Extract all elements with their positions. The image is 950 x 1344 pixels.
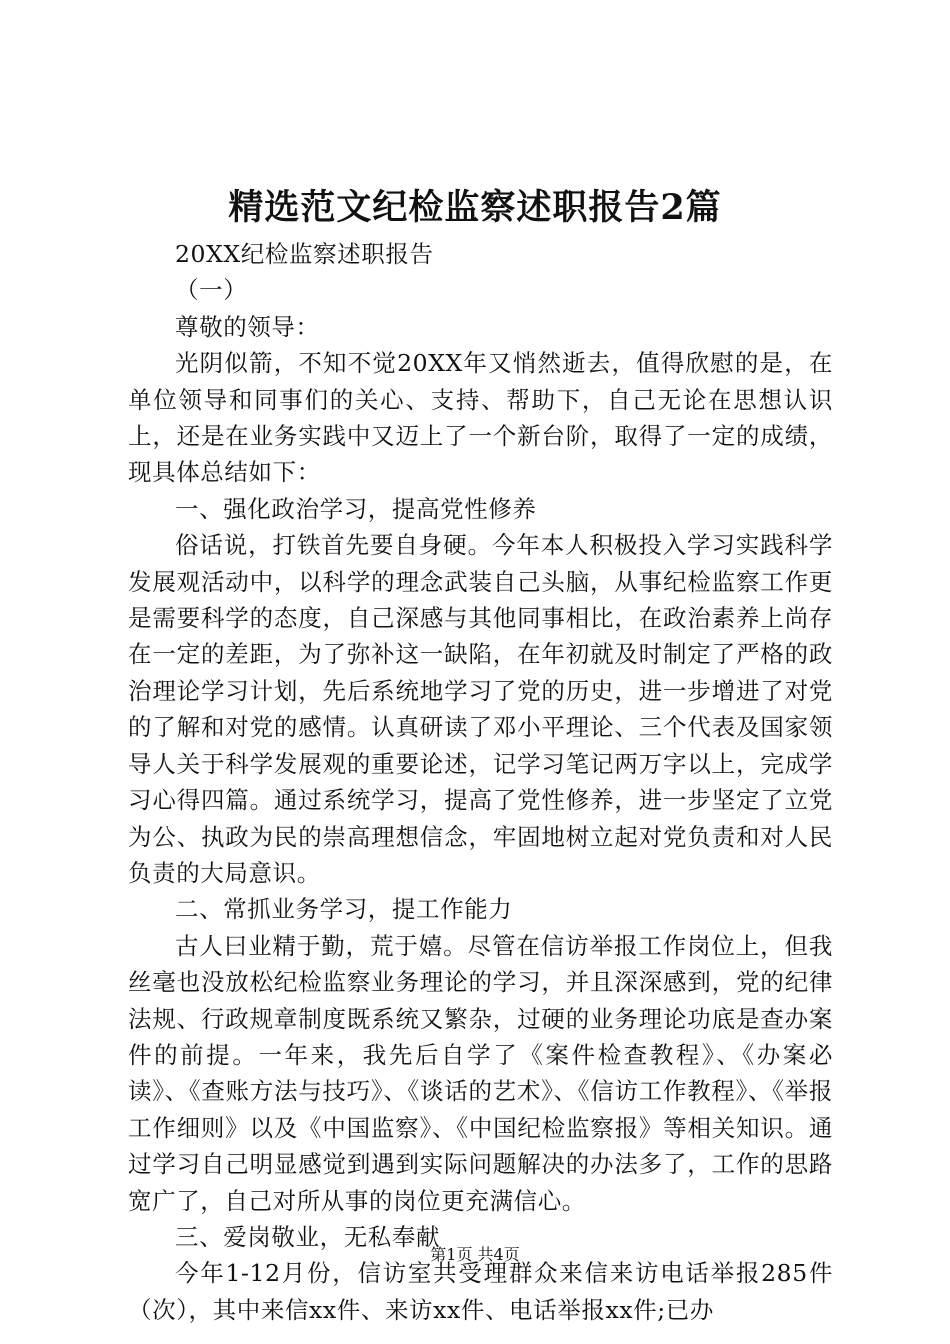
section-number: （一）: [175, 276, 248, 305]
paragraph-3: 今年1-12月份，信访室共受理群众来信来访电话举报285件（次），其中来信xx件、来访xx件、电话举报xx件;已办: [128, 1259, 833, 1324]
paragraph-2: 古人曰业精于勤，荒于嬉。尽管在信访举报工作岗位上，但我丝毫也没放松纪检监察业务理论的学习，并且深深感到，党的纪律法规、行政规章制度既系统又繁杂，过硬的业务理论功底是查办案件的前提。一年来，我先后自学了《案件检查教程》、《办案必读》、《查账方法与技巧》、《谈话的艺术》、《信访工作教程》、《举报工作细则》以及《中国监察》、《中国纪检监察报》等相关知识。通过学习自己明显感觉到遇到实际问题解决的办法多了，工作的思路宽广了，自己对所从事的岗位更充满信心。: [128, 931, 833, 1215]
document-title: 精选范文纪检监察述职报告2篇: [228, 187, 722, 228]
document-body: [128, 236, 833, 1328]
salutation: 尊敬的领导：: [175, 312, 320, 341]
intro-paragraph: 光阴似箭，不知不觉20XX年又悄然逝去，值得欣慰的是，在单位领导和同事们的关心、支持、帮助下，自己无论在思想认识上，还是在业务实践中又迈上了一个新台阶，取得了一定的成绩，现具体总结如下：: [128, 349, 833, 487]
paragraph-1: 俗话说，打铁首先要自身硬。今年本人积极投入学习实践科学发展观活动中，以科学的理念武装自己头脑，从事纪检监察工作更是需要科学的态度，自己深感与其他同事相比，在政治素养上尚存在一定的差距，为了弥补这一缺陷，在年初就及时制定了严格的政治理论学习计划，先后系统地学习了党的历史，进一步增进了对党的了解和对党的感情。认真研读了邓小平理论、三个代表及国家领导人关于科学发展观的重要论述，记学习笔记两万字以上，完成学习心得四篇。通过系统学习，提高了党性修养，进一步坚定了立党为公、执政为民的崇高理想信念，牢固地树立起对党负责和对人民负责的大局意识。: [128, 531, 833, 887]
page-footer: 第1页 共4页: [430, 1245, 520, 1264]
section-heading: 20XX纪检监察述职报告: [175, 240, 434, 268]
subheading-3: 三、爱岗敬业，无私奉献: [175, 1222, 441, 1251]
subheading-2: 二、常抓业务学习，提工作能力: [175, 895, 513, 924]
subheading-1: 一、强化政治学习，提高党性修养: [175, 494, 537, 523]
